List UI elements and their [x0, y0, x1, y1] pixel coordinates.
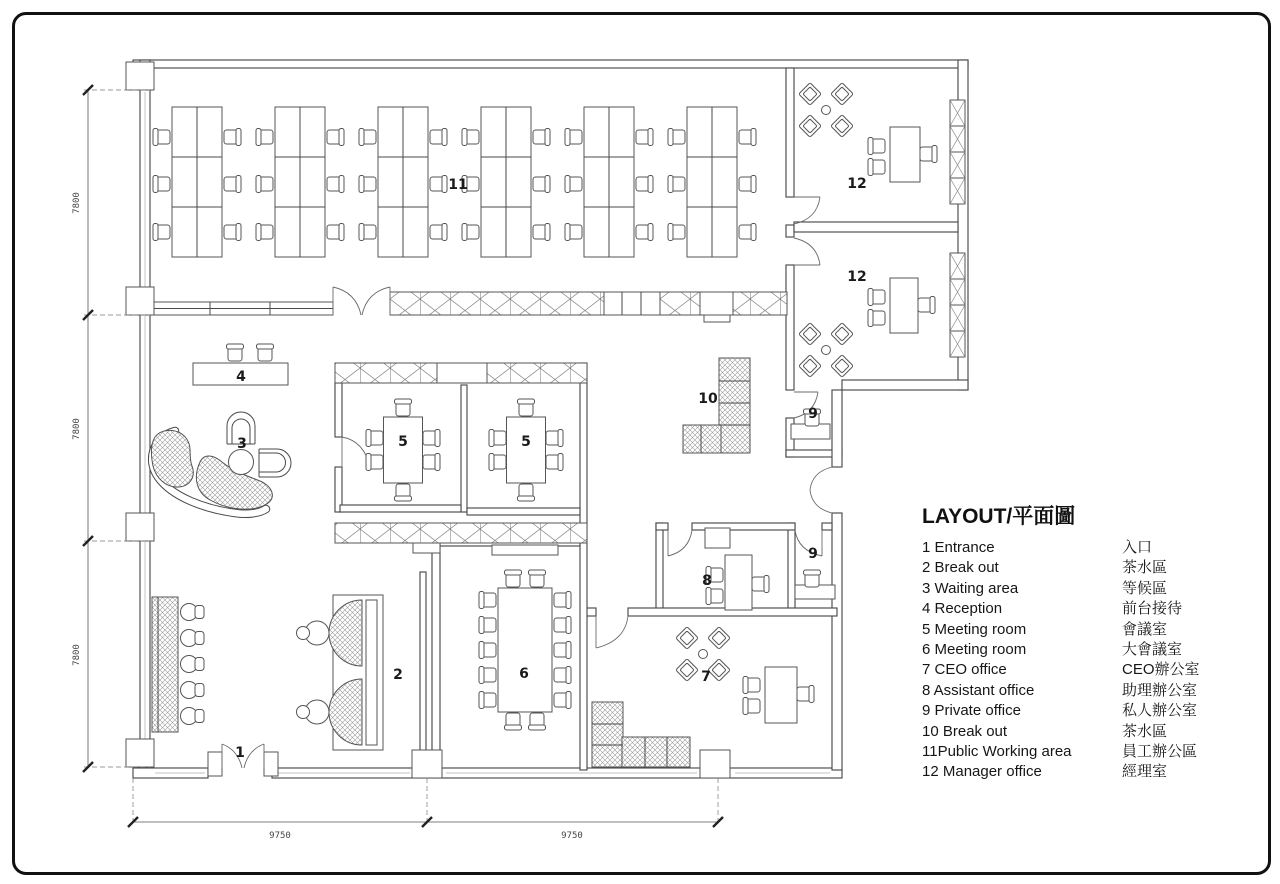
- legend-item: [922, 579, 1200, 599]
- legend-item: [922, 742, 1200, 762]
- room-label-ceo: 7: [701, 669, 711, 685]
- legend-item-zh: 員工辦公區: [1122, 742, 1198, 760]
- legend-item-zh: 茶水區: [1122, 722, 1168, 740]
- legend-item-zh: 大會議室: [1122, 640, 1183, 658]
- legend-item: [922, 538, 1200, 558]
- room-label-private-9a: 9: [808, 406, 818, 422]
- room-label-private-9b: 9: [808, 546, 818, 562]
- room-label-meeting-5a: 5: [398, 434, 408, 450]
- dim-bottom-2: 9750: [561, 831, 583, 841]
- legend-item-zh: 助理辦公室: [1122, 681, 1198, 699]
- legend-item-en: 11Public Working area: [922, 742, 1072, 760]
- room-label-entrance: 1: [235, 745, 245, 761]
- room-label-break-out-10: 10: [698, 391, 718, 407]
- legend-item-en: 9 Private office: [922, 702, 1021, 720]
- legend-item: [922, 640, 1200, 660]
- legend-item-zh: 會議室: [1122, 620, 1168, 638]
- room-label-assistant: 8: [702, 573, 712, 589]
- legend-item-zh: 入口: [1122, 539, 1153, 556]
- room-label-public-working-area: 11: [448, 177, 468, 193]
- room-label-meeting-5b: 5: [521, 434, 531, 450]
- legend-item-zh: 經理室: [1122, 763, 1168, 781]
- legend-title: LAYOUT/平面圖: [922, 505, 1076, 528]
- legend-item: [922, 558, 1200, 578]
- meeting-room-6-furniture: [479, 570, 571, 730]
- dim-left-1: 7800: [72, 192, 82, 214]
- room-label-manager-12a: 12: [847, 176, 867, 192]
- room-label-manager-12b: 12: [847, 269, 867, 285]
- legend-item: [922, 701, 1200, 721]
- dim-bottom-1: 9750: [269, 831, 291, 841]
- legend-item-en: 1 Entrance: [922, 539, 995, 556]
- legend-item-zh: 前台接待: [1122, 600, 1183, 618]
- legend-item: [922, 681, 1200, 701]
- legend-item: [922, 762, 1200, 782]
- legend-item-en: 2 Break out: [922, 559, 999, 577]
- legend-item-zh: 茶水區: [1122, 559, 1168, 577]
- legend-item-en: 7 CEO office: [922, 661, 1007, 679]
- legend: [922, 538, 1200, 783]
- room-label-waiting-area: 3: [237, 436, 247, 452]
- dim-left-2: 7800: [72, 418, 82, 440]
- legend-item: [922, 722, 1200, 742]
- legend-item-en: 8 Assistant office: [922, 681, 1035, 699]
- legend-item: [922, 660, 1200, 680]
- dim-left-3: 7800: [72, 644, 82, 666]
- legend-item-zh: CEO辦公室: [1122, 661, 1200, 679]
- room-label-break-out-2: 2: [393, 667, 403, 683]
- legend-item-en: 5 Meeting room: [922, 620, 1027, 638]
- legend-item-en: 4 Reception: [922, 600, 1003, 618]
- legend-item-zh: 等候區: [1122, 579, 1168, 597]
- legend-item-zh: 私人辦公室: [1122, 702, 1198, 720]
- legend-item-en: 12 Manager office: [922, 763, 1042, 781]
- legend-item-en: 6 Meeting room: [922, 640, 1027, 658]
- legend-item-en: 10 Break out: [922, 722, 1008, 740]
- legend-item: [922, 620, 1200, 640]
- legend-item: [922, 599, 1200, 619]
- room-label-reception: 4: [236, 369, 246, 385]
- room-label-meeting-6: 6: [519, 666, 529, 682]
- legend-item-en: 3 Waiting area: [922, 579, 1019, 597]
